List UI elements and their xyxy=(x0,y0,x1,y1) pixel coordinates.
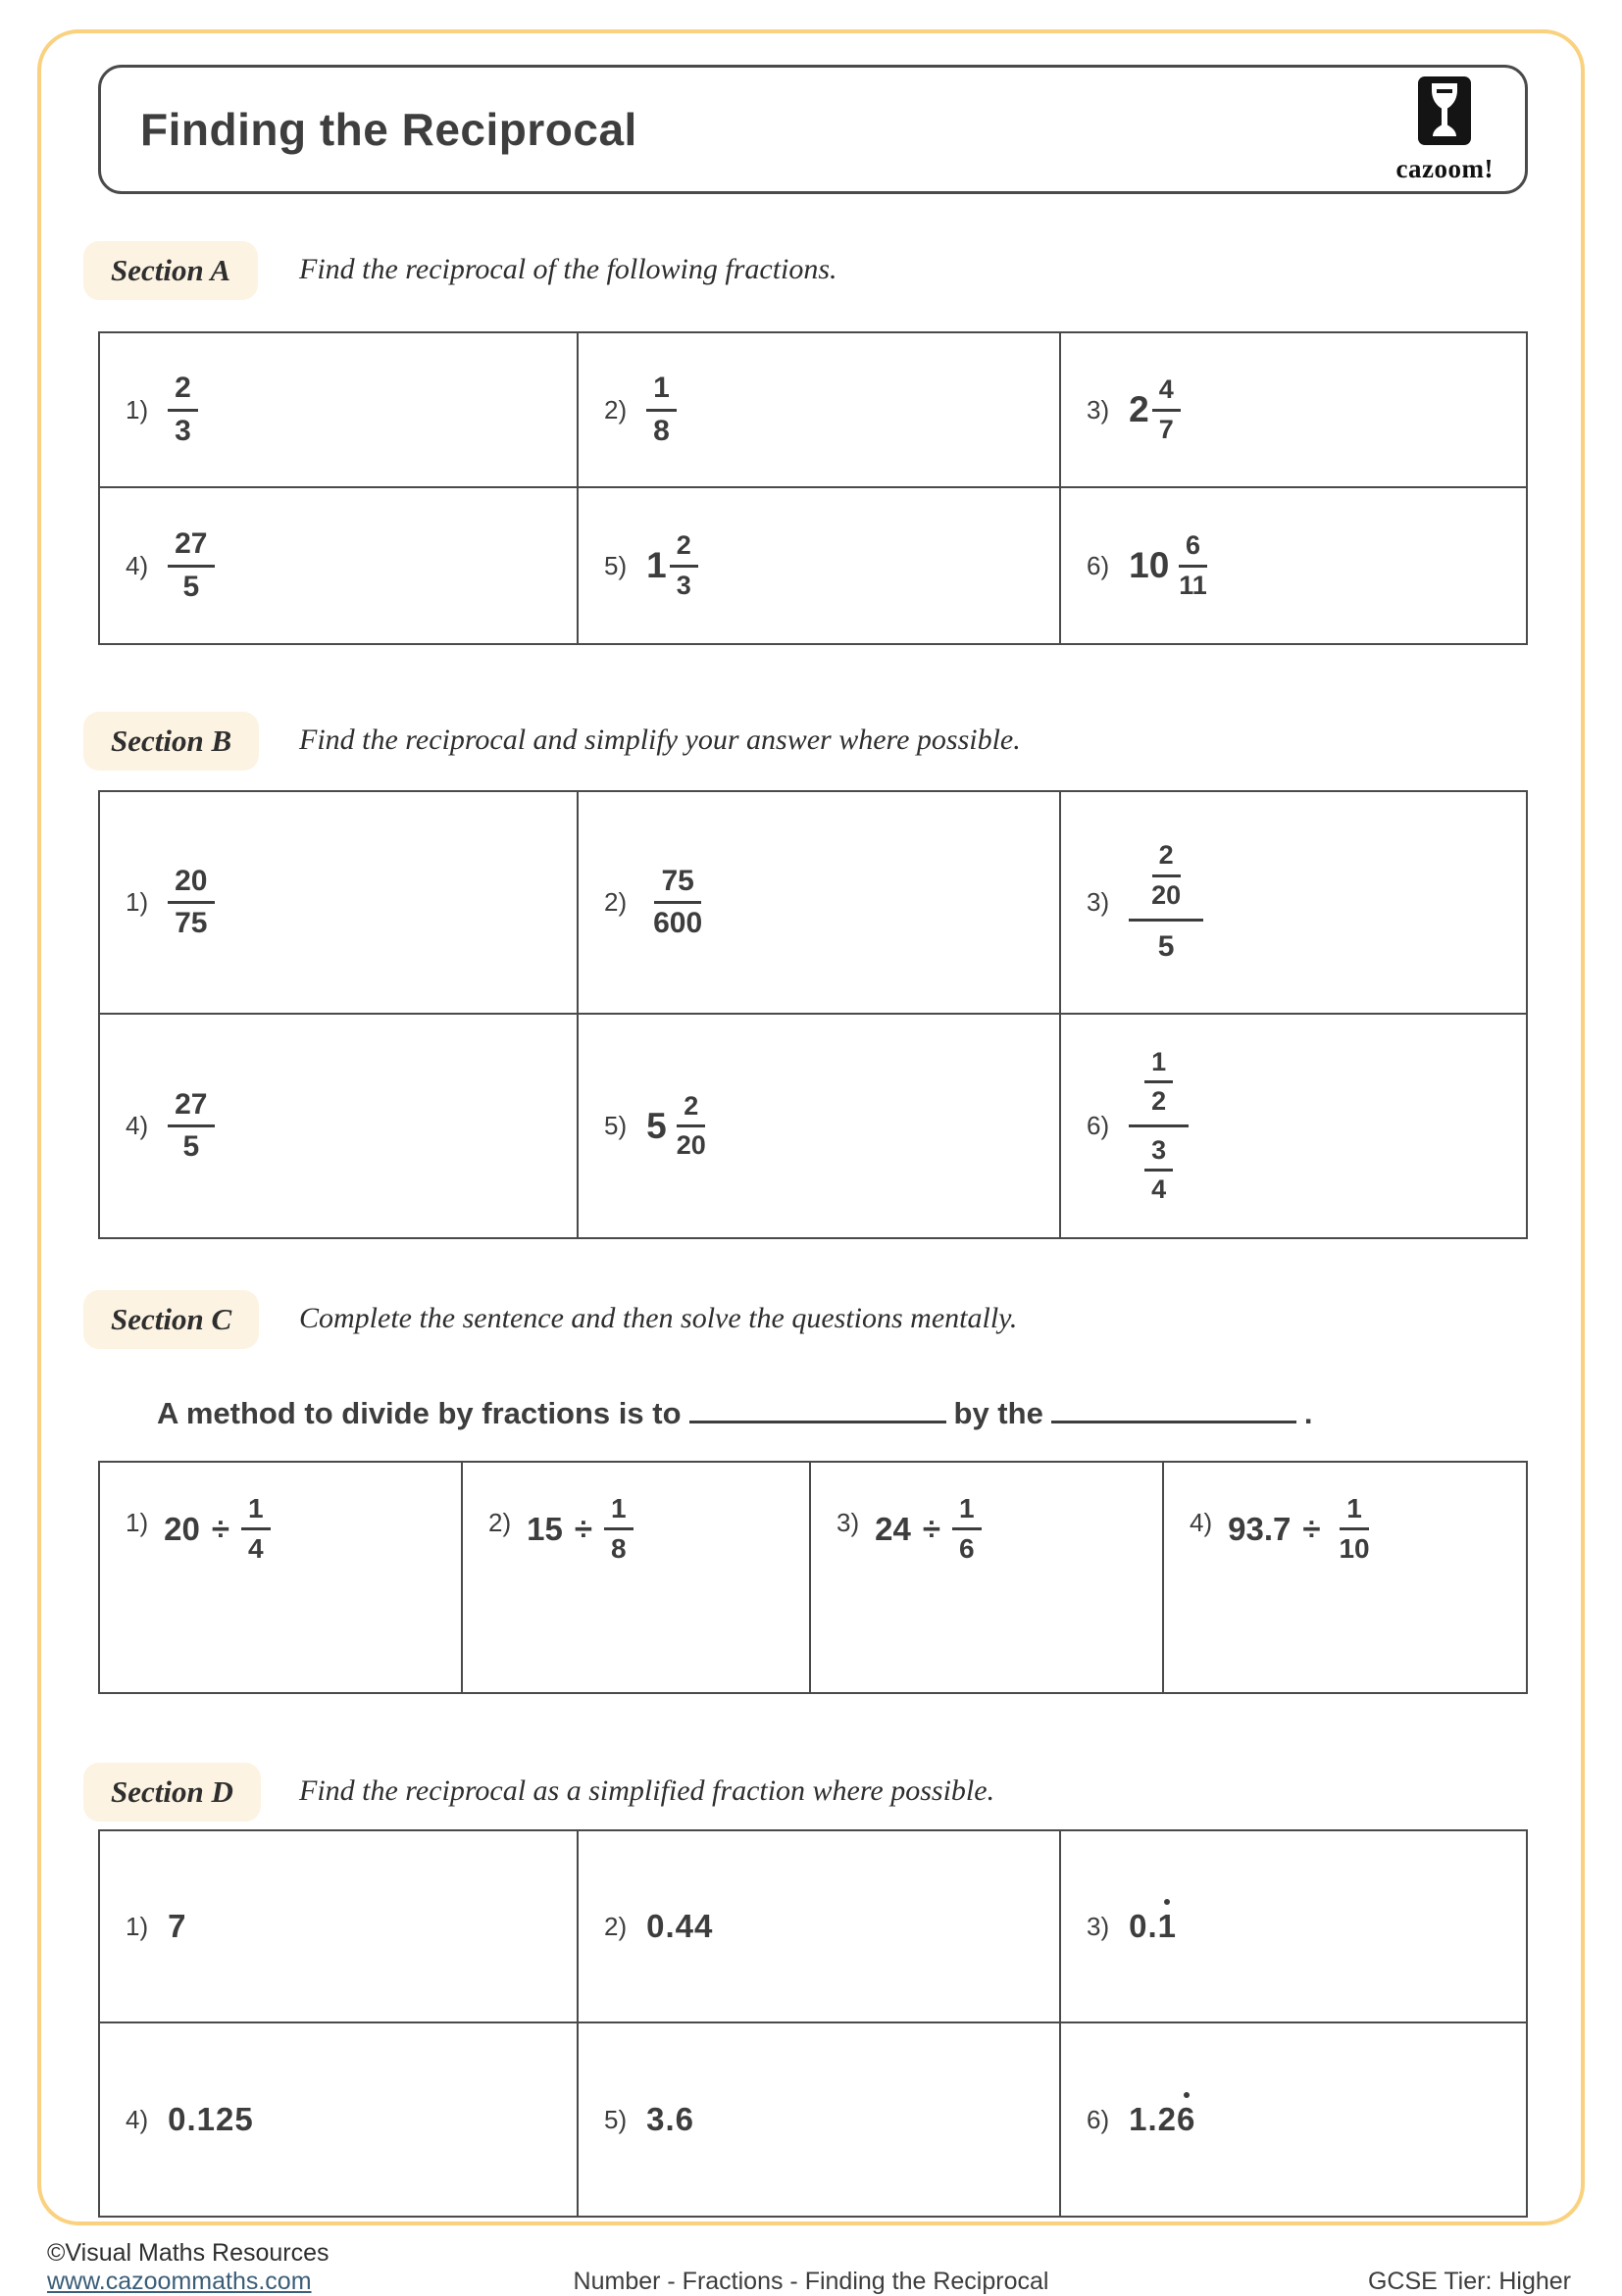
recurring-digit: 1 xyxy=(1157,1908,1178,1944)
section-a-label: Section A xyxy=(83,241,258,300)
fraction xyxy=(1144,841,1188,909)
section-d-label: Section D xyxy=(83,1763,261,1822)
complex-fraction-top xyxy=(1129,841,1203,921)
question-cell-b1 xyxy=(100,792,579,1015)
mixed-number xyxy=(646,531,698,599)
question-number: 2) xyxy=(488,1508,512,1537)
question-cell-d3 xyxy=(1061,1831,1526,2023)
question-number: 4) xyxy=(126,2104,149,2134)
question-number: 5) xyxy=(604,550,628,580)
question-value: 0.44 xyxy=(646,1908,714,1944)
numerator: 2 xyxy=(677,1092,705,1127)
division-sign: ÷ xyxy=(1302,1510,1321,1547)
question-number: 3) xyxy=(1087,394,1110,424)
complex-fraction-top xyxy=(1129,1048,1189,1127)
question-value: 7 xyxy=(168,1908,187,1944)
cazoom-logo xyxy=(1396,75,1494,184)
question-number: 1) xyxy=(126,887,149,917)
question-number: 3) xyxy=(1087,1911,1110,1941)
dividend: 20 xyxy=(164,1510,200,1547)
fraction xyxy=(241,1494,271,1564)
recurring-digit: 6 xyxy=(1177,2101,1196,2137)
footer-topic-text: Number - Fractions - Finding the Reciprocal xyxy=(573,2268,1049,2295)
dividend: 15 xyxy=(527,1510,563,1547)
question-cell-a4 xyxy=(100,488,579,643)
denominator: 2 xyxy=(1151,1085,1167,1116)
question-cell-c2 xyxy=(463,1463,811,1692)
question-number: 3) xyxy=(1087,887,1110,917)
denominator: 4 xyxy=(1151,1174,1167,1205)
cazoom-logo-icon xyxy=(1417,75,1472,151)
whole-number: 1 xyxy=(646,545,667,585)
question-cell-a3 xyxy=(1061,333,1526,488)
fill-in-sentence xyxy=(157,1396,1312,1431)
numerator: 1 xyxy=(952,1494,982,1530)
section-d-table xyxy=(98,1829,1528,2218)
denominator: 8 xyxy=(610,1533,627,1565)
answer-blank-2 xyxy=(1051,1396,1296,1423)
section-a-instruction: Find the reciprocal of the following fractions. xyxy=(299,253,837,285)
worksheet-header xyxy=(98,65,1528,194)
mixed-number xyxy=(1129,375,1181,443)
question-number: 1) xyxy=(126,394,149,424)
denominator: 600 xyxy=(653,907,703,939)
question-number: 4) xyxy=(126,1111,149,1140)
question-cell-c3 xyxy=(811,1463,1164,1692)
division-sign: ÷ xyxy=(211,1510,229,1547)
decimal-prefix: 1.2 xyxy=(1129,2101,1177,2137)
mixed-number xyxy=(1129,531,1214,599)
dividend: 24 xyxy=(875,1510,911,1547)
sentence-part-2: by the xyxy=(953,1396,1043,1430)
question-number: 2) xyxy=(604,887,628,917)
question-cell-d4 xyxy=(100,2023,579,2216)
question-cell-d2 xyxy=(579,1831,1061,2023)
section-b-label: Section B xyxy=(83,712,259,771)
numerator: 1 xyxy=(646,373,677,411)
denominator: 6 xyxy=(958,1533,975,1565)
numerator: 2 xyxy=(670,531,698,567)
question-cell-d6 xyxy=(1061,2023,1526,2216)
section-b-instruction: Find the reciprocal and simplify your answer where possible. xyxy=(299,724,1021,756)
complex-fraction xyxy=(1129,841,1203,963)
numerator: 27 xyxy=(168,1089,214,1127)
fraction xyxy=(1172,531,1214,599)
copyright-text: ©Visual Maths Resources xyxy=(47,2239,329,2267)
denominator: 8 xyxy=(653,414,670,447)
denominator: 5 xyxy=(1157,929,1175,963)
question-cell-b6 xyxy=(1061,1015,1526,1237)
fraction xyxy=(168,528,214,603)
question-value: 3.6 xyxy=(646,2101,694,2137)
division-expression xyxy=(1228,1494,1377,1564)
whole-number: 2 xyxy=(1129,389,1149,429)
whole-number: 10 xyxy=(1129,545,1170,585)
question-number: 5) xyxy=(604,1111,628,1140)
question-number: 4) xyxy=(1190,1508,1213,1537)
numerator: 2 xyxy=(168,373,198,411)
complex-fraction xyxy=(1129,1048,1189,1205)
question-number: 5) xyxy=(604,2104,628,2134)
complex-fraction-bottom xyxy=(1142,922,1191,964)
denominator: 7 xyxy=(1158,414,1174,444)
section-b-table xyxy=(98,790,1528,1239)
whole-number: 5 xyxy=(646,1105,667,1146)
fraction xyxy=(1152,375,1181,443)
question-number: 6) xyxy=(1087,2104,1110,2134)
question-number: 1) xyxy=(126,1911,149,1941)
question-value: 0.125 xyxy=(168,2101,254,2137)
fraction xyxy=(604,1494,634,1564)
division-sign: ÷ xyxy=(574,1510,592,1547)
numerator: 1 xyxy=(1144,1048,1173,1083)
question-cell-a2 xyxy=(579,333,1061,488)
footer-tier-text: GCSE Tier: Higher xyxy=(1367,2268,1571,2295)
question-cell-c1 xyxy=(100,1463,463,1692)
numerator: 6 xyxy=(1179,531,1207,567)
denominator: 11 xyxy=(1179,570,1207,600)
fraction xyxy=(670,531,698,599)
division-sign: ÷ xyxy=(922,1510,940,1547)
recurring-decimal xyxy=(1129,1908,1177,1945)
website-link[interactable]: www.cazoommaths.com xyxy=(47,2268,312,2295)
numerator: 20 xyxy=(168,866,214,904)
numerator: 3 xyxy=(1144,1136,1173,1172)
denominator: 5 xyxy=(182,570,200,603)
denominator: 75 xyxy=(175,907,208,939)
recurring-decimal xyxy=(1129,2101,1195,2138)
question-cell-d1 xyxy=(100,1831,579,2023)
denominator: 3 xyxy=(175,414,191,447)
question-number: 6) xyxy=(1087,550,1110,580)
denominator: 10 xyxy=(1339,1533,1370,1565)
fraction xyxy=(168,373,198,447)
question-number: 6) xyxy=(1087,1111,1110,1140)
fraction xyxy=(670,1092,713,1160)
denominator: 20 xyxy=(1151,879,1182,910)
question-number: 3) xyxy=(836,1508,860,1537)
page-title: Finding the Reciprocal xyxy=(140,104,637,155)
fraction xyxy=(1144,1048,1173,1116)
question-cell-a5 xyxy=(579,488,1061,643)
numerator: 27 xyxy=(168,528,214,567)
section-c-table xyxy=(98,1461,1528,1694)
denominator: 20 xyxy=(676,1130,706,1160)
question-cell-a1 xyxy=(100,333,579,488)
fraction xyxy=(646,866,709,940)
question-cell-c4 xyxy=(1164,1463,1526,1692)
dividend: 93.7 xyxy=(1228,1510,1292,1547)
denominator: 4 xyxy=(247,1533,264,1565)
question-number: 2) xyxy=(604,1911,628,1941)
answer-blank-1 xyxy=(689,1396,946,1423)
section-a-table xyxy=(98,331,1528,645)
question-cell-b4 xyxy=(100,1015,579,1237)
mixed-number xyxy=(646,1092,713,1160)
sentence-end: . xyxy=(1303,1396,1313,1430)
question-number: 4) xyxy=(126,550,149,580)
numerator: 2 xyxy=(1152,841,1181,876)
division-expression xyxy=(164,1494,270,1564)
cazoom-logo-text: cazoom! xyxy=(1395,153,1494,183)
denominator: 5 xyxy=(182,1130,200,1163)
numerator: 1 xyxy=(604,1494,634,1530)
section-c-label: Section C xyxy=(83,1290,259,1349)
division-expression xyxy=(875,1494,981,1564)
numerator: 1 xyxy=(1340,1494,1369,1530)
question-cell-b2 xyxy=(579,792,1061,1015)
fraction xyxy=(1332,1494,1376,1564)
fraction xyxy=(1144,1136,1173,1204)
decimal-prefix: 0. xyxy=(1129,1908,1158,1944)
denominator: 3 xyxy=(676,570,691,600)
division-expression xyxy=(527,1494,633,1564)
question-cell-b3 xyxy=(1061,792,1526,1015)
question-number: 2) xyxy=(604,394,628,424)
question-cell-b5 xyxy=(579,1015,1061,1237)
numerator: 4 xyxy=(1152,375,1181,411)
question-number: 1) xyxy=(126,1508,149,1537)
fraction xyxy=(646,373,677,447)
section-c-instruction: Complete the sentence and then solve the questions mentally. xyxy=(299,1302,1018,1334)
fraction xyxy=(168,866,214,940)
question-cell-d5 xyxy=(579,2023,1061,2216)
complex-fraction-bottom xyxy=(1129,1127,1189,1204)
fraction xyxy=(168,1089,214,1164)
sentence-part-1: A method to divide by fractions is to xyxy=(157,1396,682,1430)
numerator: 1 xyxy=(241,1494,271,1530)
fraction xyxy=(952,1494,982,1564)
section-d-instruction: Find the reciprocal as a simplified fraction where possible. xyxy=(299,1774,995,1807)
numerator: 75 xyxy=(654,866,700,904)
question-cell-a6 xyxy=(1061,488,1526,643)
